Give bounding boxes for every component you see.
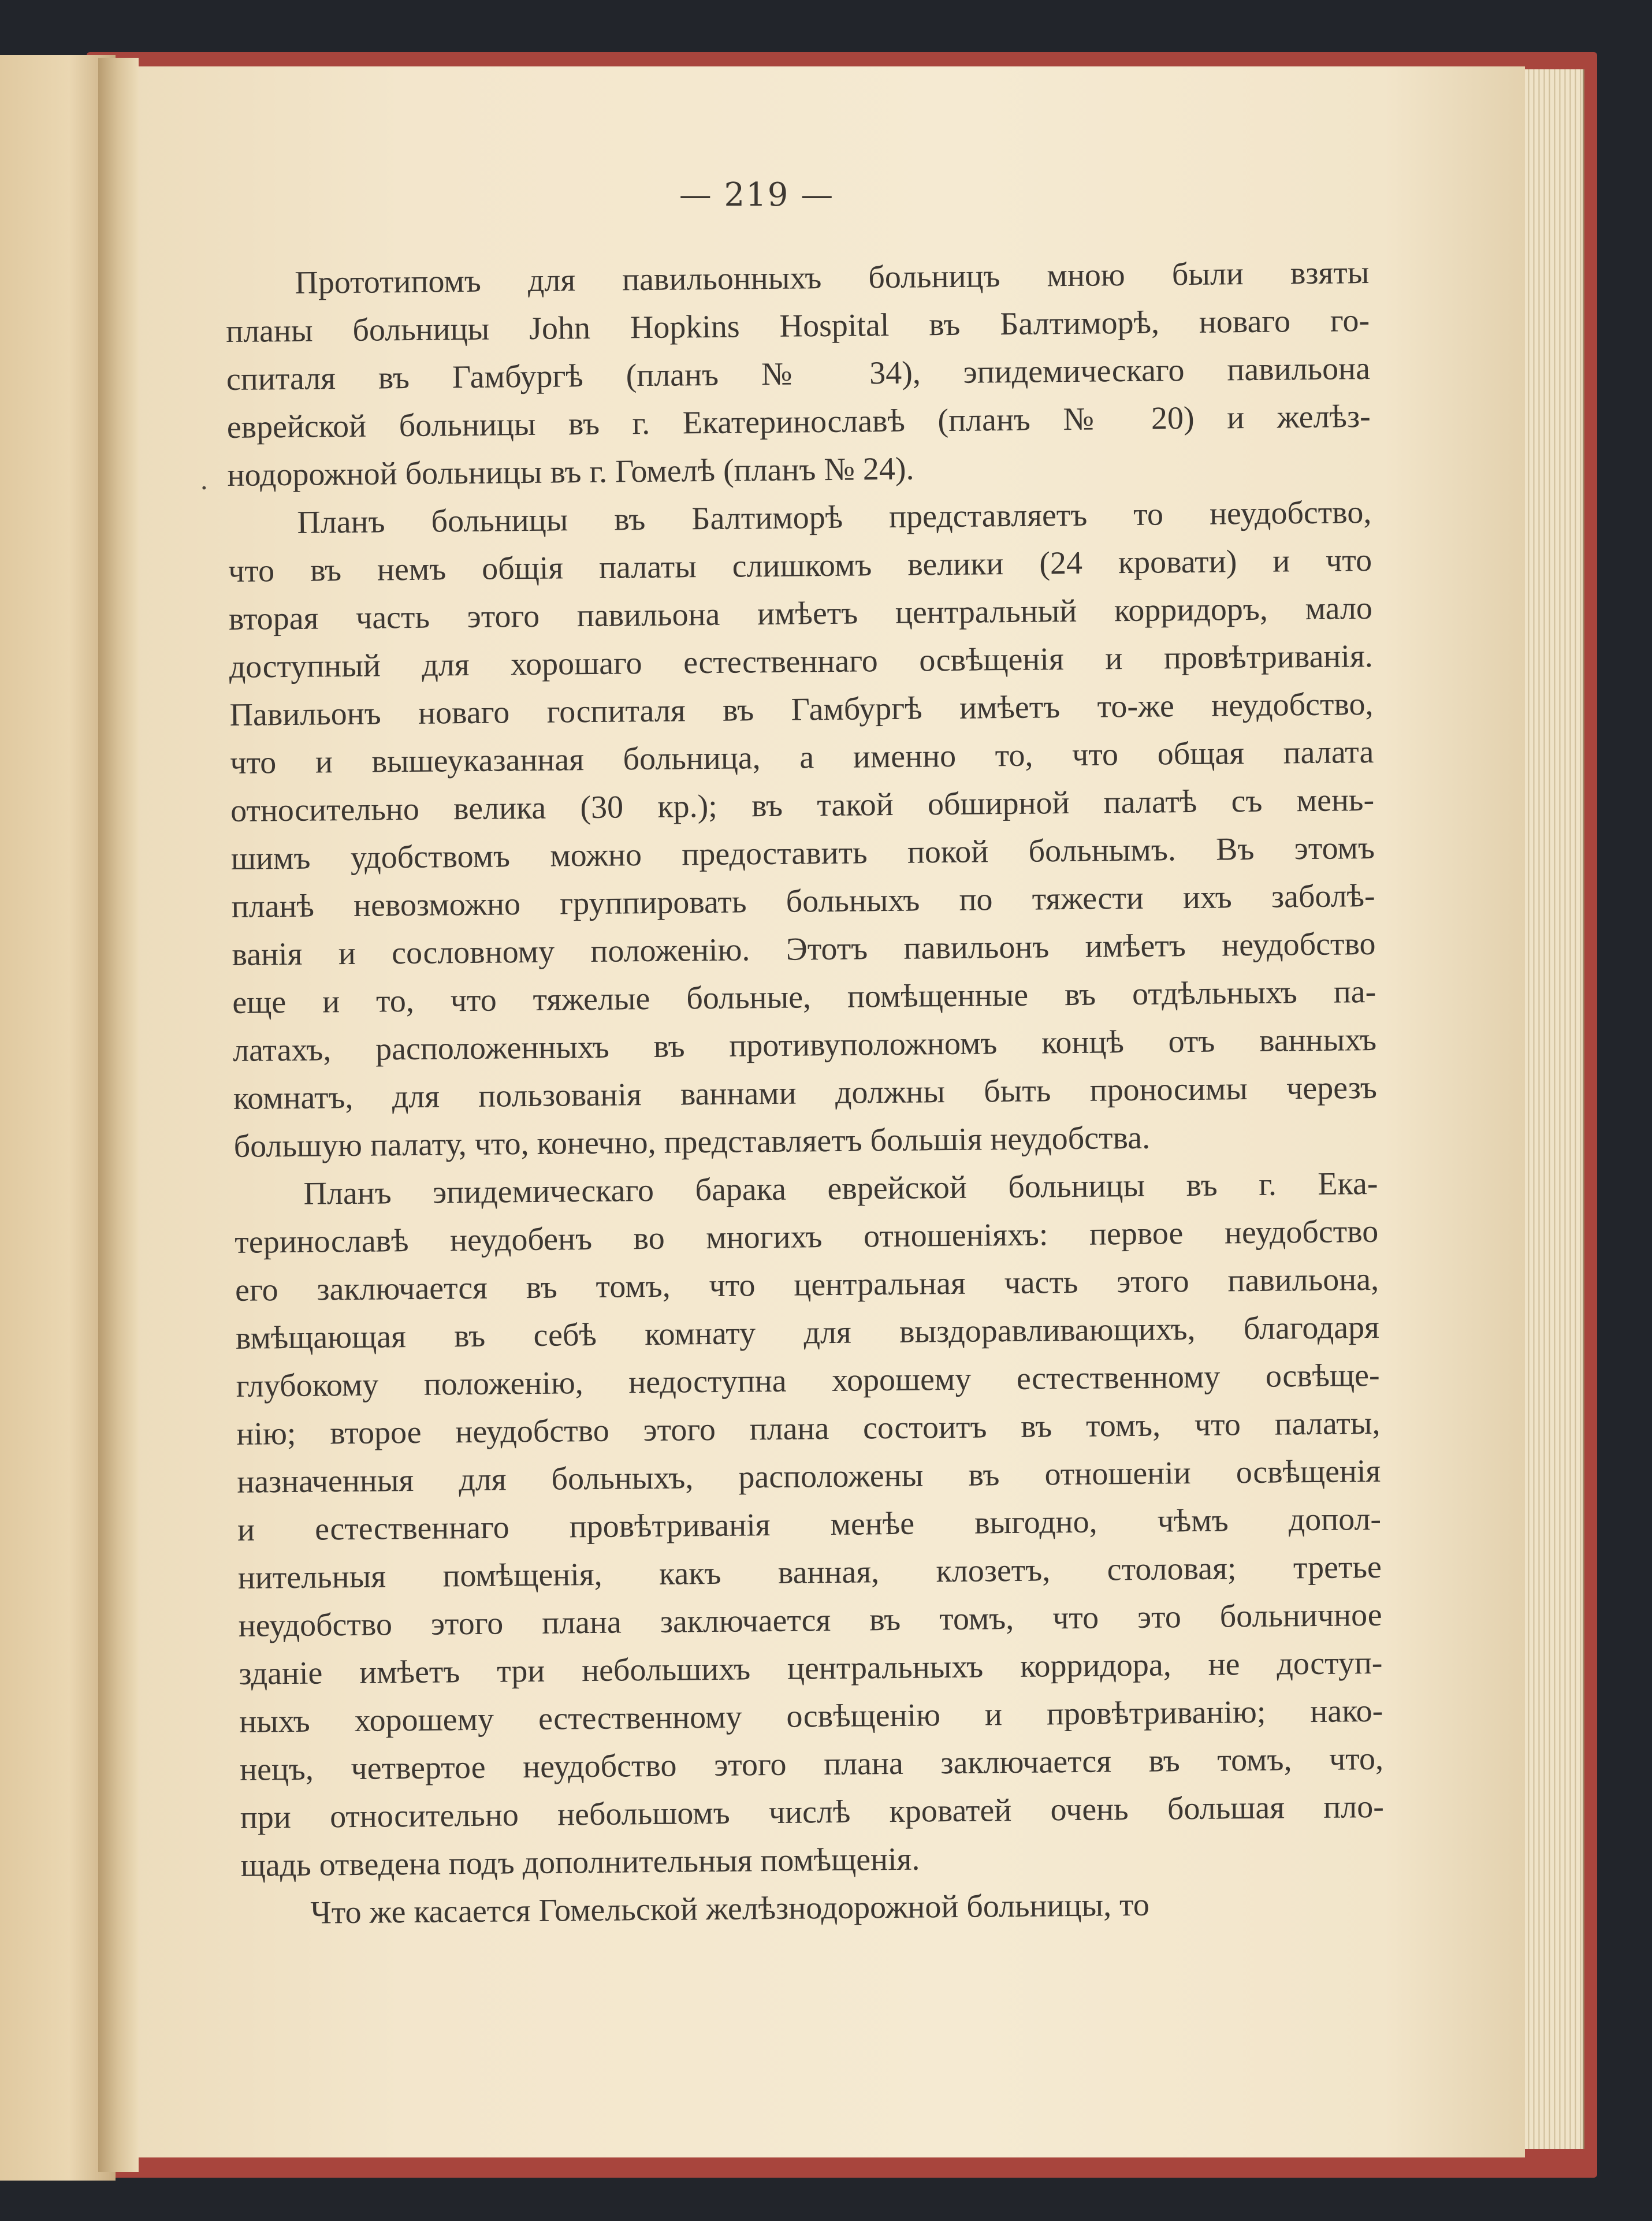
text-line: Планъ эпидемическаго барака еврейской больницы въ г. Ека- bbox=[303, 1165, 1378, 1212]
text-line: что въ немъ общія палаты слишкомъ велики (24 кровати) и что bbox=[228, 542, 1372, 589]
text-line: глубокому положенію, недоступна хорошему естественному освѣще- bbox=[236, 1357, 1380, 1404]
text-line: неудобство этого плана заключается въ томъ, что это больничное bbox=[238, 1597, 1382, 1644]
text-line: его заключается въ томъ, что центральная часть этого павильона, bbox=[235, 1261, 1379, 1308]
text-line: спиталя въ Гамбургѣ (планъ № 34), эпидемическаго павильона bbox=[226, 350, 1371, 397]
text-line: нительныя помѣщенія, какъ ванная, клозетъ, столовая; третье bbox=[237, 1549, 1382, 1596]
text-line: ванія и сословному положенію. Этотъ павильонъ имѣетъ неудобство bbox=[232, 925, 1376, 973]
text-line: комнатъ, для пользованія ваннами должны быть проносимы черезъ bbox=[233, 1069, 1378, 1117]
text-line: планѣ невозможно группировать больныхъ по тяжести ихъ заболѣ- bbox=[231, 877, 1375, 925]
text-line: большую палату, что, конечно, представляетъ большія неудобства. bbox=[233, 1119, 1151, 1165]
page-number: — 219 — bbox=[679, 176, 835, 214]
text-line: и естественнаго провѣтриванія менѣе выгодно, чѣмъ допол- bbox=[237, 1501, 1382, 1548]
book-gutter bbox=[98, 58, 139, 2172]
body-text bbox=[225, 249, 1385, 1938]
margin-mark: · bbox=[199, 471, 209, 504]
text-line: Что же касается Гомельской желѣзнодорожной больницы, то bbox=[310, 1887, 1150, 1931]
text-line: назначенныя для больныхъ, расположены въ отношеніи освѣщенія bbox=[237, 1453, 1381, 1500]
text-line: нодорожной больницы въ г. Гомелѣ (планъ № 24). bbox=[227, 451, 914, 493]
text-line: щадь отведена подъ дополнительныя помѣщенія. bbox=[240, 1841, 920, 1884]
text-line: вторая часть этого павильона имѣетъ центральный корридоръ, мало bbox=[228, 590, 1373, 637]
text-line: шимъ удобствомъ можно предоставить покой больнымъ. Въ этомъ bbox=[230, 829, 1375, 877]
text-line: еврейской больницы въ г. Екатеринославѣ (планъ № 20) и желѣз- bbox=[226, 398, 1371, 445]
text-line: относительно велика (30 кр.); въ такой обширной палатѣ съ мень- bbox=[230, 782, 1375, 829]
text-line: планы больницы John Hopkins Hospital въ Балтиморѣ, новаго го- bbox=[225, 302, 1370, 349]
text-line: Павильонъ новаго госпиталя въ Гамбургѣ имѣетъ то-же неудобство, bbox=[229, 686, 1374, 733]
text-line: еще и то, что тяжелые больные, помѣщенные въ отдѣльныхъ па- bbox=[232, 973, 1376, 1021]
text-line: вмѣщающая въ себѣ комнату для выздоравливающихъ, благодаря bbox=[235, 1309, 1380, 1356]
text-line: при относительно небольшомъ числѣ кроватей очень большая пло- bbox=[240, 1788, 1385, 1836]
page-stack-edge bbox=[1519, 69, 1584, 2149]
text-line: теринославѣ неудобенъ во многихъ отношеніяхъ: первое неудобство bbox=[235, 1213, 1379, 1260]
text-line: ныхъ хорошему естественному освѣщенію и провѣтриванію; нако- bbox=[239, 1692, 1383, 1740]
text-line: Планъ больницы въ Балтиморѣ представляетъ то неудобство, bbox=[297, 494, 1372, 541]
text-line: латахъ, расположенныхъ въ противуположномъ концѣ отъ ванныхъ bbox=[232, 1021, 1377, 1069]
text-line: Прототипомъ для павильонныхъ больницъ мною были взяты bbox=[295, 254, 1370, 301]
text-line: нецъ, четвертое неудобство этого плана заключается въ томъ, что, bbox=[239, 1740, 1384, 1788]
text-line: зданіе имѣетъ три небольшихъ центральныхъ корридора, не доступ- bbox=[239, 1645, 1383, 1692]
text-line: нію; второе неудобство этого плана состоитъ въ томъ, что палаты, bbox=[236, 1405, 1381, 1452]
text-line: доступный для хорошаго естественнаго освѣщенія и провѣтриванія. bbox=[229, 638, 1373, 685]
text-line: что и вышеуказанная больница, а именно то, что общая палата bbox=[230, 734, 1374, 781]
